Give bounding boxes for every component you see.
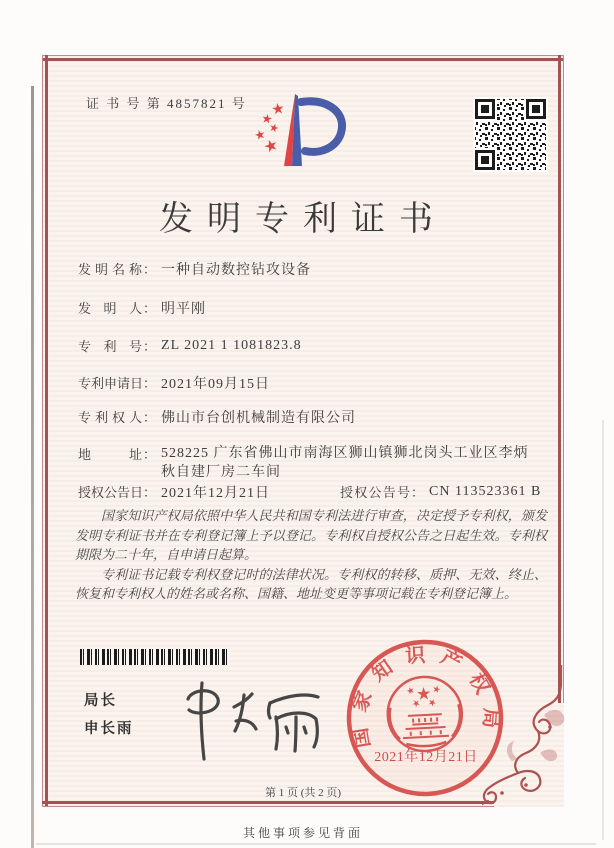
field-value: 佛山市台创机械制造有限公司 [161,411,357,426]
certificate-number: 证 书 号 第 4857821 号 [86,96,247,111]
field-row-grant [78,482,564,502]
field-value: ZL 2021 1 1081823.8 [161,338,302,353]
field-label: 授权公告号 [340,485,410,500]
back-note: 其他事项参见背面 [242,826,363,840]
field-row-address [78,444,543,482]
field-label: 专利号 [78,339,142,354]
qr-code [473,97,548,172]
field-label: 发明人 [78,301,142,316]
field-value: CN 113523361 B [429,484,542,499]
director-signature-handwriting [168,677,328,762]
field-colon: ： [143,262,157,277]
field-label: 发明名称 [78,262,142,277]
field-grant-number [340,482,541,501]
field-row-inventor [78,298,206,318]
field-label: 专利权人 [78,410,142,425]
field-value: 2021年09月15日 [161,377,271,392]
field-label: 授权公告日 [78,485,144,500]
border-top [42,55,564,61]
legal-text-block [75,506,547,604]
field-colon: ： [143,410,157,425]
field-colon: ： [143,301,157,316]
field-value: 一种自动数控钻攻设备 [161,263,312,278]
signer-role: 局长 [84,693,117,709]
page-number: 第 1 页 (共 2 页) [264,787,342,799]
scan-edge-shadow-bottom [36,843,596,845]
barcode [80,649,230,665]
border-left [42,55,48,807]
scan-edge-shadow-right [602,420,604,840]
signer-name: 申长雨 [84,721,134,737]
field-value: 明平刚 [161,302,207,317]
border-bottom [42,801,494,807]
cnipa-logo-icon [248,89,350,173]
field-row-patent-number [78,336,302,355]
border-right [558,55,564,703]
certificate-frame [42,55,564,807]
field-label: 地址 [78,447,142,462]
seal-org-text: 国家知识产权局 [347,643,502,750]
certificate-title: 发明专利证书 [159,201,447,238]
scan-edge-shadow-left [31,86,34,848]
field-colon: ： [411,485,425,500]
field-label: 专利申请日 [78,376,144,391]
field-colon: ： [143,447,157,462]
seal-date: 2021年12月21日 [374,750,478,765]
field-row-invention-name [78,259,311,279]
field-row-filing-date [78,373,270,393]
field-value: 2021年12月21日 [161,486,271,501]
field-row-patentee [78,407,356,427]
field-colon: ： [143,339,157,354]
field-colon: ： [143,485,157,500]
legal-paragraph-1: 国家知识产权局依照中华人民共和国专利法进行审查，决定授予专利权，颁发发明专利证书并在专利登记簿上予以登记。专利权自授权公告之日起生效。专利权期限为二十年，自申请日起算。 [75,508,547,562]
legal-paragraph-2: 专利证书记载专利权登记时的法律状况。专利权的转移、质押、无效、终止、恢复和专利权人的姓名或名称、国籍、地址变更等事项记载在专利登记簿上。 [75,566,547,601]
field-colon: ： [143,376,157,391]
field-value: 528225 广东省佛山市南海区狮山镇狮北岗头工业区李炳秋自建厂房二车间 [161,446,529,480]
